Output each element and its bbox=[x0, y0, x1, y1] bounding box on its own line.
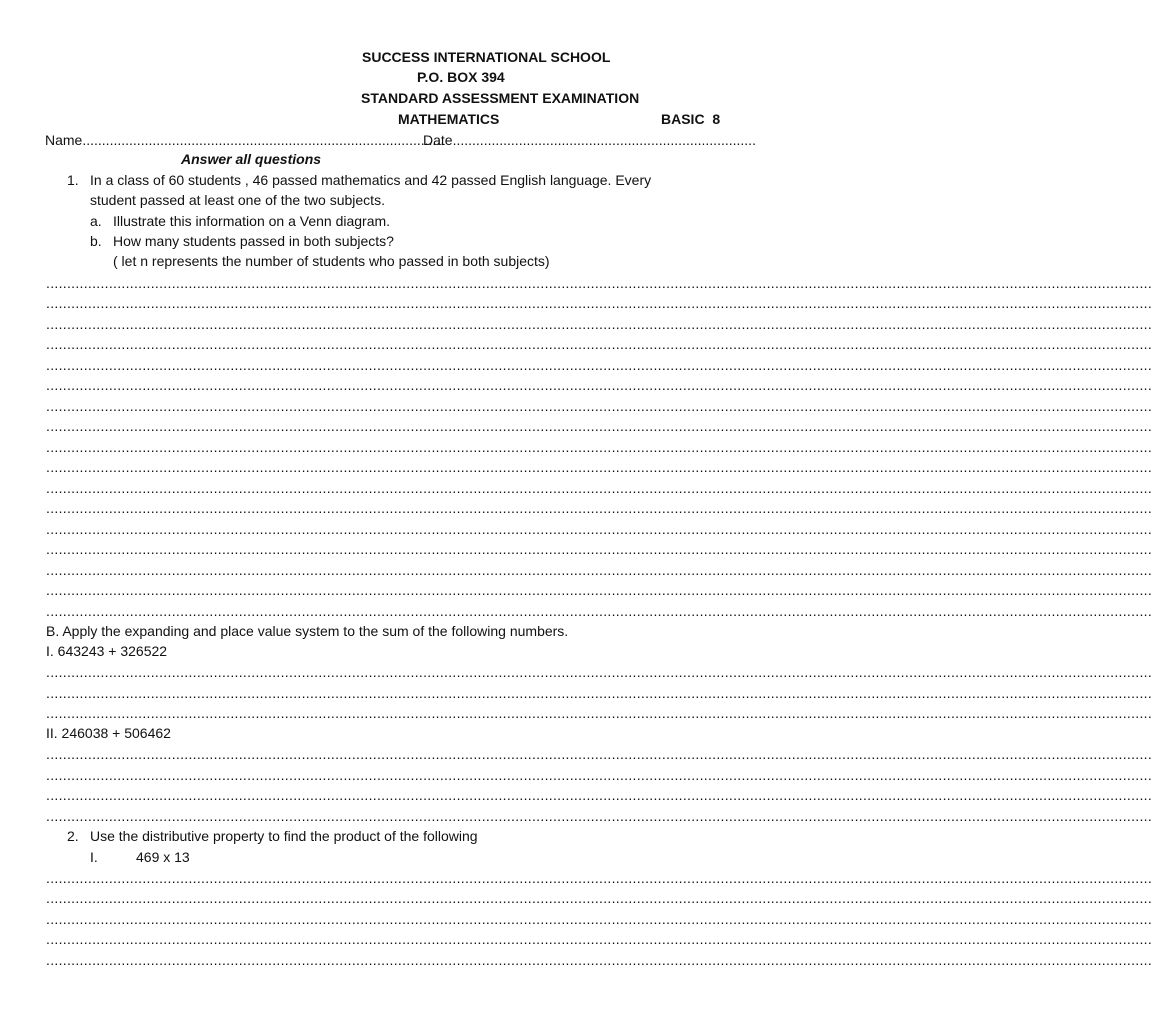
answer-line[interactable] bbox=[46, 952, 721, 968]
answer-line[interactable] bbox=[46, 870, 721, 886]
answer-line[interactable] bbox=[46, 931, 721, 947]
answer-line[interactable] bbox=[46, 521, 721, 537]
class-level: BASIC 8 bbox=[661, 111, 721, 127]
answer-line[interactable] bbox=[46, 459, 721, 475]
name-field[interactable]: Name............................................................................................. bbox=[45, 132, 445, 148]
answer-line[interactable] bbox=[46, 890, 721, 906]
answer-line[interactable] bbox=[46, 787, 721, 803]
instruction: Answer all questions bbox=[181, 151, 322, 167]
answer-line[interactable] bbox=[46, 603, 721, 619]
q2-item-1-marker: I. bbox=[90, 849, 98, 865]
answer-line[interactable] bbox=[46, 911, 721, 927]
answer-line[interactable] bbox=[46, 767, 721, 783]
answer-line[interactable] bbox=[46, 685, 721, 701]
q1b-note: ( let n represents the number of students who passed in both subjects) bbox=[113, 253, 550, 269]
q1b-text: How many students passed in both subjects? bbox=[113, 233, 394, 249]
answer-line[interactable] bbox=[46, 295, 721, 311]
answer-line[interactable] bbox=[46, 275, 721, 291]
answer-line[interactable] bbox=[46, 316, 721, 332]
q1-text-line2: student passed at least one of the two subjects. bbox=[90, 192, 385, 208]
qb-item-1: I. 643243 + 326522 bbox=[46, 643, 168, 659]
answer-line[interactable] bbox=[46, 336, 721, 352]
answer-line[interactable] bbox=[46, 398, 721, 414]
exam-title: STANDARD ASSESSMENT EXAMINATION bbox=[361, 90, 640, 106]
q1b-marker: b. bbox=[90, 233, 102, 249]
answer-line[interactable] bbox=[46, 562, 721, 578]
answer-line[interactable] bbox=[46, 357, 721, 373]
answer-line[interactable] bbox=[46, 705, 721, 721]
answer-line[interactable] bbox=[46, 582, 721, 598]
answer-line[interactable] bbox=[46, 480, 721, 496]
answer-line[interactable] bbox=[46, 439, 721, 455]
answer-line[interactable] bbox=[46, 808, 721, 824]
school-name: SUCCESS INTERNATIONAL SCHOOL bbox=[362, 49, 611, 65]
answer-line[interactable] bbox=[46, 746, 721, 762]
qb-item-2: II. 246038 + 506462 bbox=[46, 725, 171, 741]
school-box: P.O. BOX 394 bbox=[417, 69, 505, 85]
answer-line[interactable] bbox=[46, 500, 721, 516]
q2-item-1-text: 469 x 13 bbox=[136, 849, 190, 865]
answer-line[interactable] bbox=[46, 664, 721, 680]
q1-text-line1: In a class of 60 students , 46 passed mathematics and 42 passed English language. Every bbox=[90, 172, 652, 188]
q1-number: 1. bbox=[67, 172, 79, 188]
q1a-marker: a. bbox=[90, 213, 102, 229]
answer-line[interactable] bbox=[46, 418, 721, 434]
date-field[interactable]: Date.............................................................................. bbox=[423, 132, 756, 148]
q2-text: Use the distributive property to find the product of the following bbox=[90, 828, 478, 844]
subject-title: MATHEMATICS bbox=[398, 111, 500, 127]
q2-number: 2. bbox=[67, 828, 79, 844]
qb-text: B. Apply the expanding and place value system to the sum of the following numbers. bbox=[46, 623, 569, 639]
q1a-text: Illustrate this information on a Venn diagram. bbox=[113, 213, 391, 229]
answer-line[interactable] bbox=[46, 541, 721, 557]
answer-line[interactable] bbox=[46, 377, 721, 393]
